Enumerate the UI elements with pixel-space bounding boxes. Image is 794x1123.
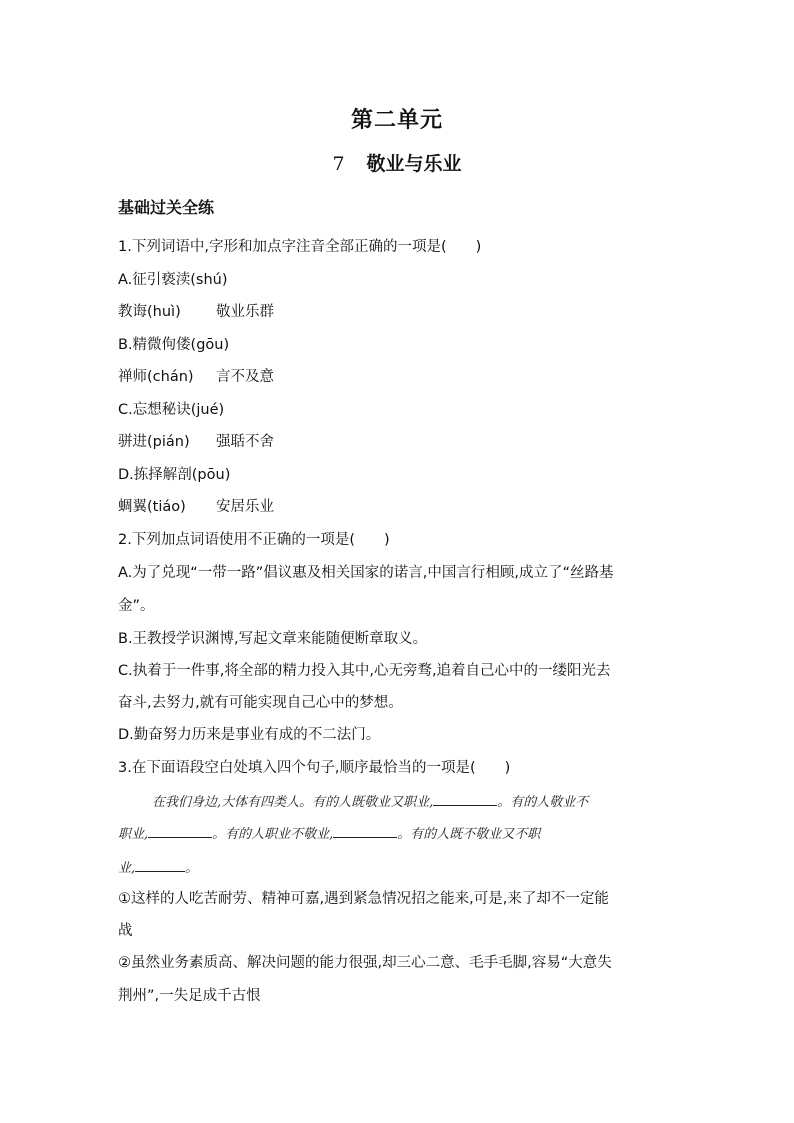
lesson-title-row (0, 149, 794, 176)
q1-option-b-phrase: 言不及意 (216, 369, 274, 385)
q3-sentence-1-line2: 战 (118, 923, 133, 939)
q2-option-d: D.勤奋努力历来是事业有成的不二法门。 (118, 727, 381, 743)
q1-option-d-word: 蜩翼(tiáo) (118, 499, 186, 515)
answer-blank-4[interactable] (135, 859, 185, 872)
q2-option-a-line2: 金”。 (118, 598, 155, 614)
q2-option-b: B.王教授学识渊博,写起文章来能随便断章取义。 (118, 631, 428, 647)
q1-option-a-phrase: 敬业乐群 (216, 304, 274, 320)
q1-stem: 1.下列词语中,字形和加点字注音全部正确的一项是( ) (118, 239, 482, 255)
q2-option-c-line2: 奋斗,去努力,就有可能实现自己心中的梦想。 (118, 695, 403, 711)
q3-passage-text: 。有的人敬业不 (497, 795, 589, 810)
answer-blank-3[interactable] (333, 825, 397, 838)
section-title: 基础过关全练 (118, 198, 215, 217)
q1-option-b-line1: B.精微佝偻(gōu) (118, 337, 230, 353)
lesson-title: 敬业与乐业 (366, 153, 462, 175)
q1-option-a-line1: A.征引亵渎(shú) (118, 272, 228, 288)
q1-option-b-word: 禅师(chán) (118, 369, 194, 385)
q1-option-c-word: 骈进(pián) (118, 434, 190, 450)
q2-option-a-line1: A.为了兑现“一带一路”倡议惠及相关国家的诺言,中国言行相顾,成立了“丝路基 (118, 565, 614, 581)
q3-passage-text: 职业, (118, 827, 149, 842)
q2-stem: 2.下列加点词语使用不正确的一项是( ) (118, 532, 390, 548)
unit-title: 第二单元 (350, 107, 443, 133)
q1-option-c-line2 (118, 430, 274, 451)
q3-stem: 3.在下面语段空白处填入四个句子,顺序最恰当的一项是( ) (118, 760, 511, 776)
lesson-number: 7 (332, 153, 345, 175)
q3-passage-text: 在我们身边,大体有四类人。有的人既敬业又职业, (152, 795, 434, 810)
q3-passage-text: 。有的人职业不敬业, (212, 827, 334, 842)
q2-option-c-line1: C.执着于一件事,将全部的精力投入其中,心无旁骛,追着自己心中的一缕阳光去 (118, 663, 611, 679)
q3-passage-line2 (118, 823, 540, 842)
q3-passage-line1 (152, 791, 588, 810)
q3-passage-text: 。 (185, 861, 199, 876)
answer-blank-2[interactable] (148, 825, 212, 838)
q1-option-a-line2 (118, 300, 274, 321)
q3-sentence-1-line1: ①这样的人吃苦耐劳、精神可嘉,遇到紧急情况招之能来,可是,来了却不一定能 (118, 891, 609, 907)
q3-passage-line3 (118, 857, 198, 876)
q1-option-c-phrase: 强聒不舍 (216, 434, 274, 450)
q1-option-d-phrase: 安居乐业 (216, 499, 274, 515)
q3-passage-text: 业, (118, 861, 136, 876)
q1-option-c-line1: C.忘想秘诀(jué) (118, 402, 225, 418)
q1-option-a-word: 教诲(huì) (118, 304, 181, 320)
q1-option-d-line1: D.拣择解剖(pōu) (118, 467, 231, 483)
q3-passage-text: 。有的人既不敬业又不职 (397, 827, 541, 842)
q1-option-b-line2 (118, 365, 274, 386)
q3-sentence-2-line1: ②虽然业务素质高、解决问题的能力很强,却三心二意、毛手毛脚,容易“大意失 (118, 955, 612, 971)
q3-sentence-2-line2: 荆州”,一失足成千古恨 (118, 988, 261, 1004)
q1-option-d-line2 (118, 495, 274, 516)
answer-blank-1[interactable] (433, 793, 497, 806)
